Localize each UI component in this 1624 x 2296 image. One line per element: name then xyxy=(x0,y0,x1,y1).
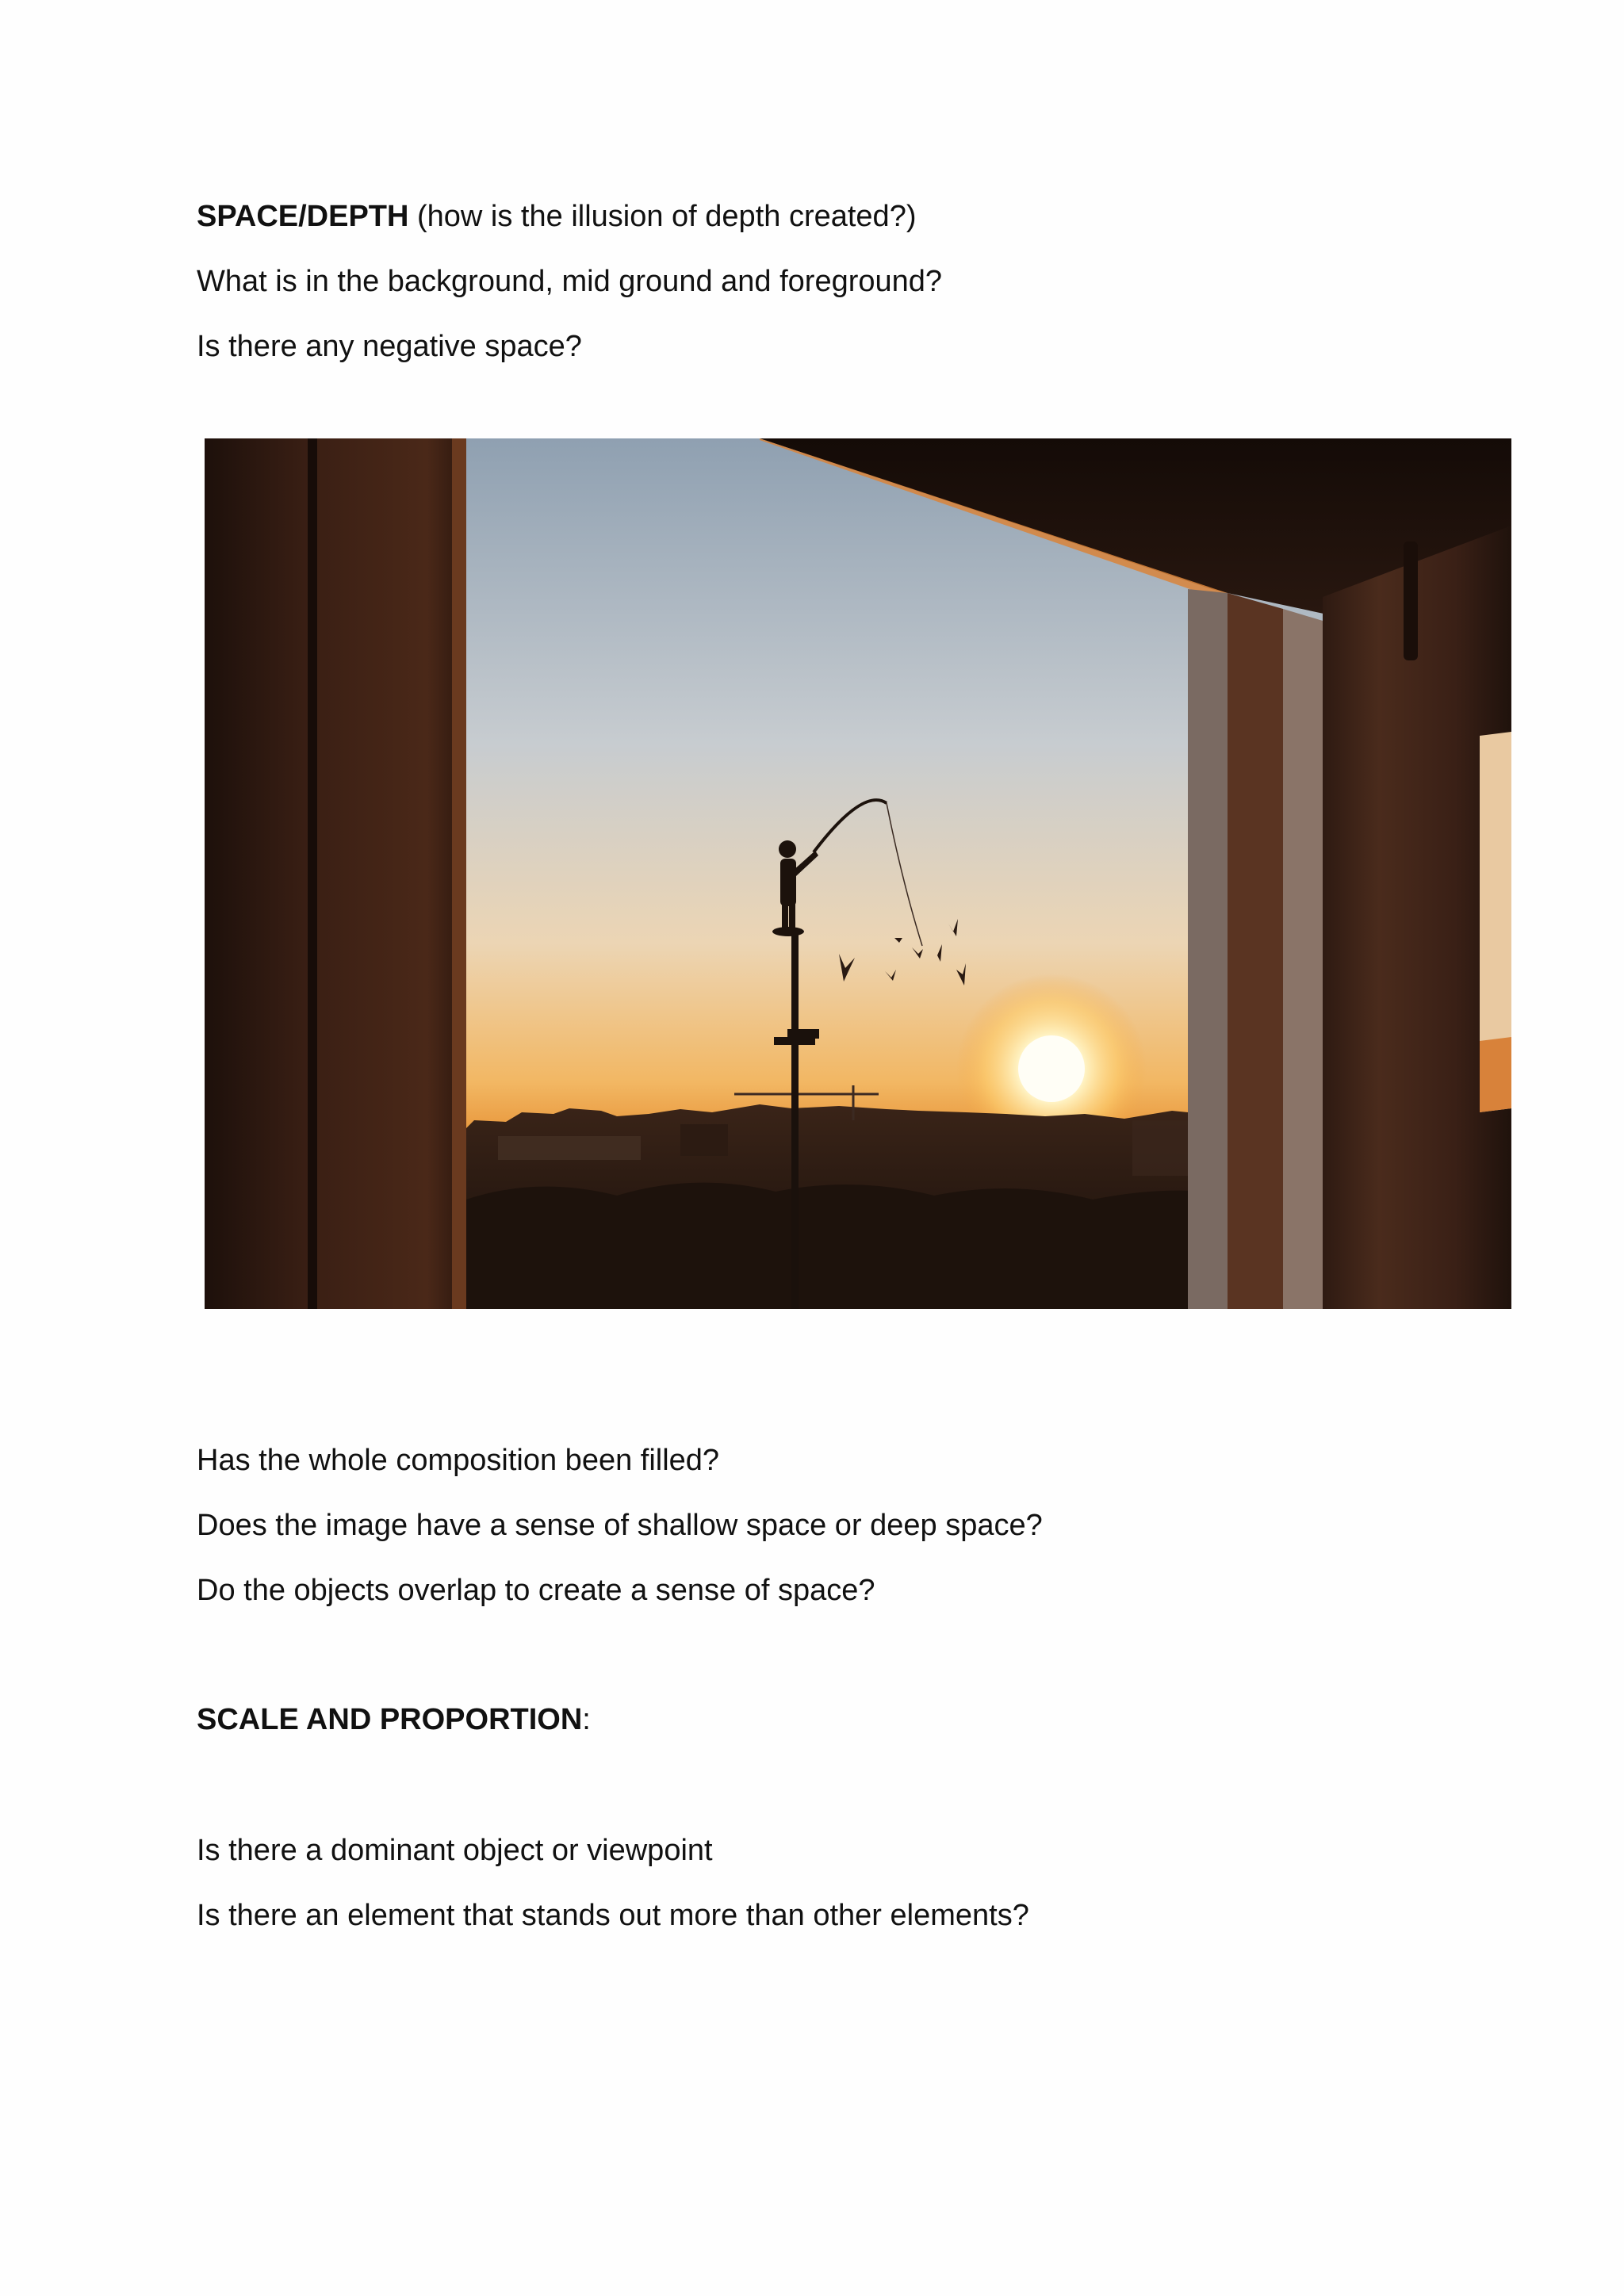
question-objects-overlap: Do the objects overlap to create a sense of space? xyxy=(197,1574,875,1607)
space-depth-heading-note: (how is the illusion of depth created?) xyxy=(408,200,917,233)
scale-proportion-heading-line xyxy=(197,1701,591,1739)
question-element-stands-out: Is there an element that stands out more than other elements? xyxy=(197,1899,1029,1932)
scale-proportion-heading: SCALE AND PROPORTION xyxy=(197,1703,583,1736)
scale-proportion-heading-suffix: : xyxy=(582,1703,591,1736)
question-composition-filled: Has the whole composition been filled? xyxy=(197,1444,720,1477)
question-dominant-object: Is there a dominant object or viewpoint xyxy=(197,1834,713,1867)
question-shallow-or-deep-space: Does the image have a sense of shallow space or deep space? xyxy=(197,1509,1043,1542)
space-depth-heading: SPACE/DEPTH xyxy=(197,200,409,233)
question-background-midground-foreground: What is in the background, mid ground and foreground? xyxy=(197,265,943,298)
space-depth-heading-line xyxy=(197,197,916,235)
question-negative-space: Is there any negative space? xyxy=(197,330,582,363)
sunset-window-photo xyxy=(205,438,1511,1309)
